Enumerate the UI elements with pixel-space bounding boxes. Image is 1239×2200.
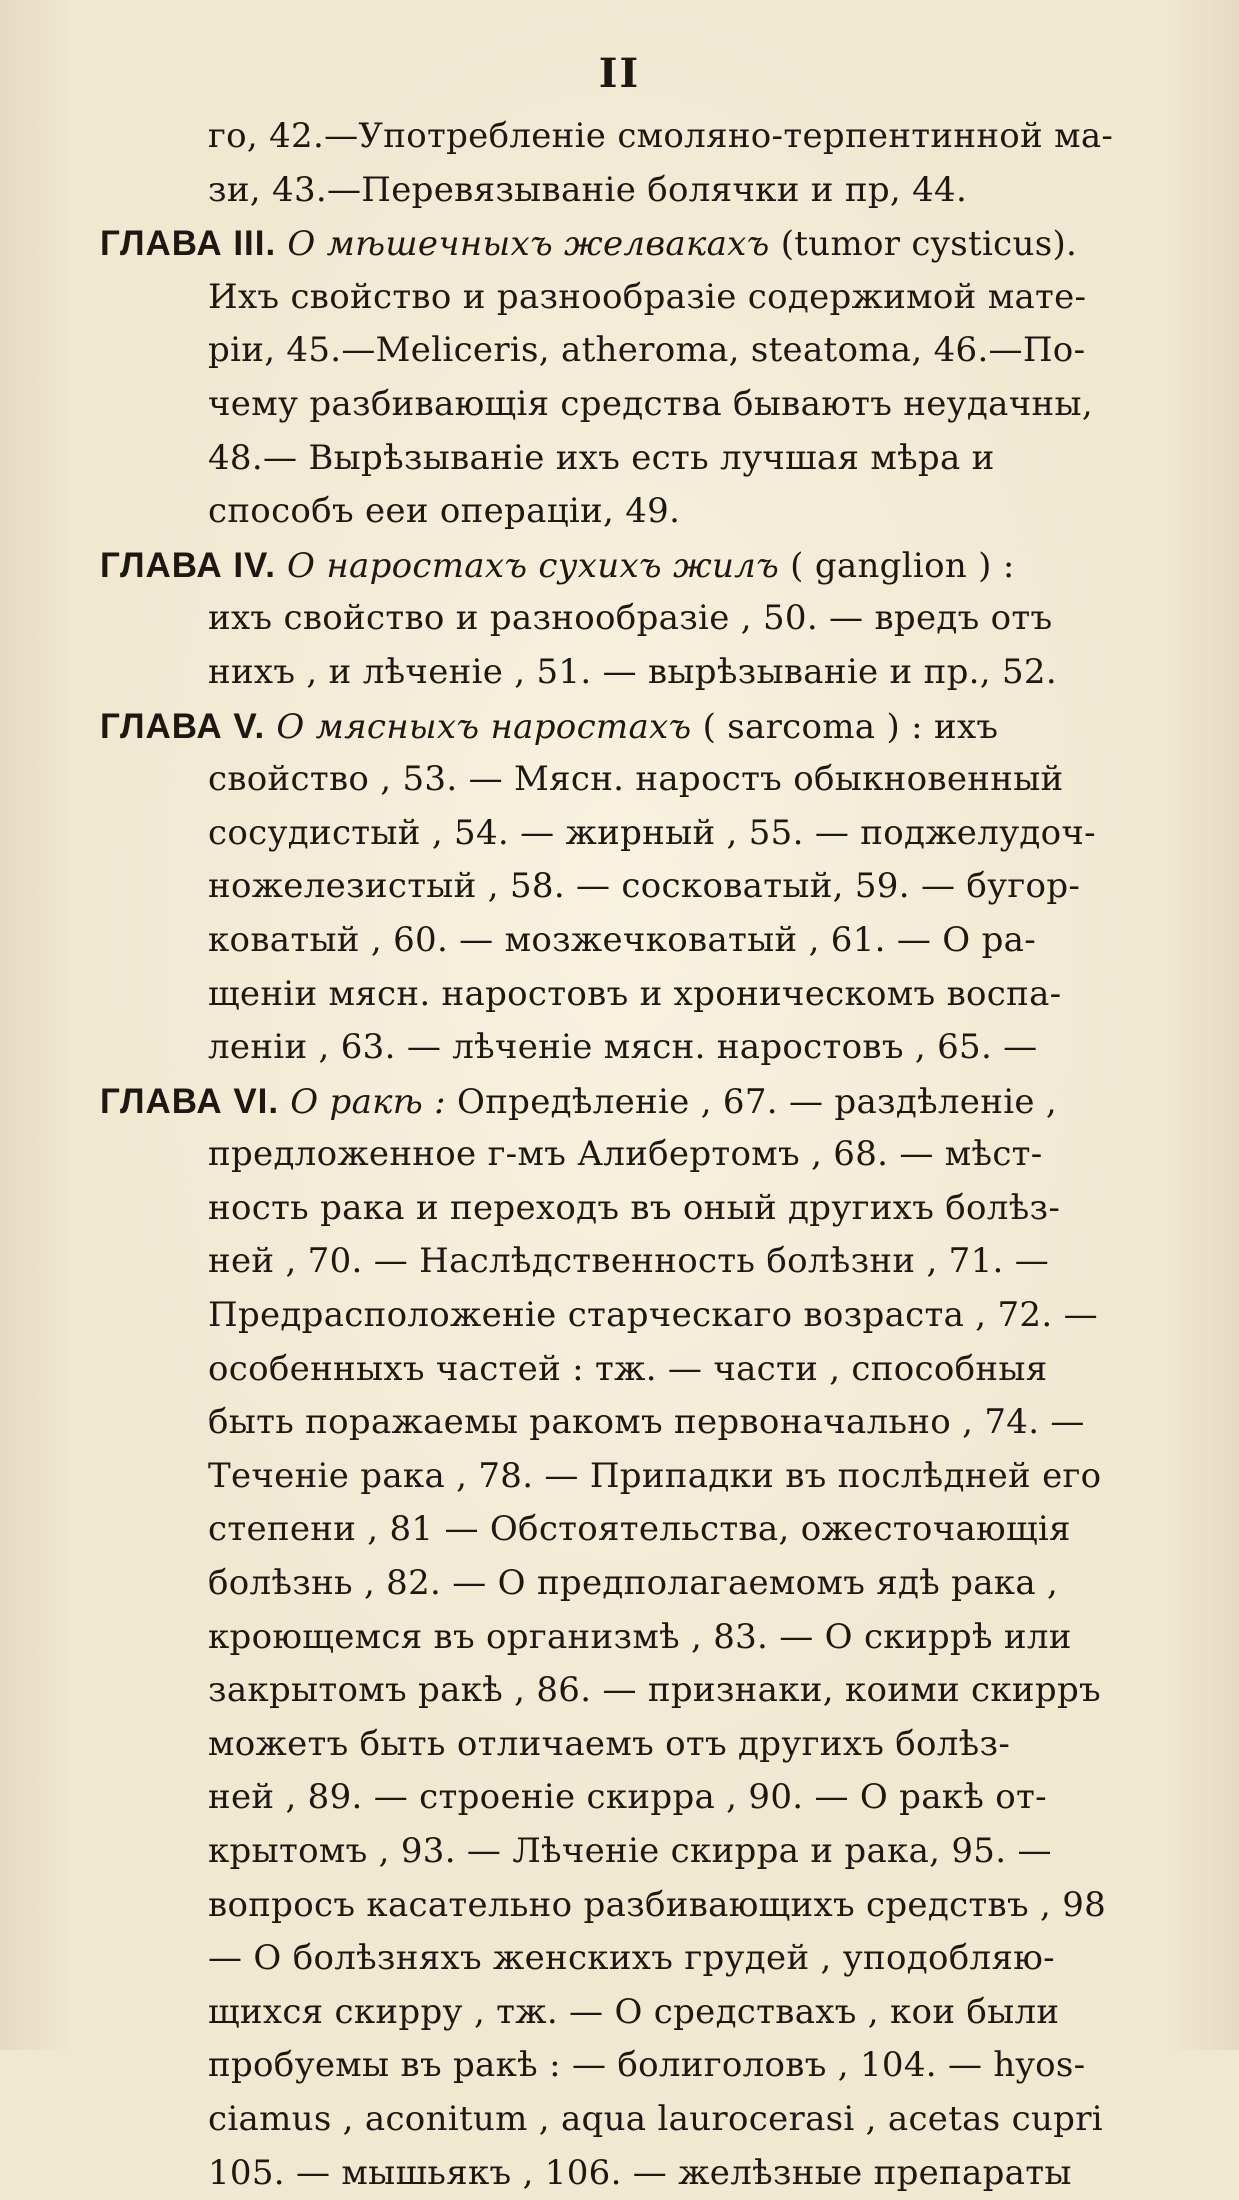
text-line <box>100 1664 1239 1718</box>
text-line <box>100 968 1239 1022</box>
text-line <box>100 1343 1239 1397</box>
chapter-heading-line <box>100 700 1239 754</box>
line-text: ней , 70. — Наслѣдственность болѣзни , 71. — <box>208 1241 1050 1282</box>
text-line <box>100 485 1239 539</box>
line-text: можетъ быть отличаемъ отъ другихъ болѣз- <box>208 1723 1011 1764</box>
text-line <box>100 164 1239 218</box>
chapter-label: ГЛАВА VI. <box>100 1081 280 1121</box>
chapter-label: ГЛАВА IV. <box>100 545 276 585</box>
text-line <box>100 1986 1239 2040</box>
line-text: ихъ свойство и разнообразіе , 50. — вредъ отъ <box>208 598 1053 639</box>
text-line <box>100 807 1239 861</box>
line-text: способъ ееи операціи, 49. <box>208 491 681 532</box>
chapter-title: О мясныхъ наростахъ <box>276 706 692 747</box>
text-line <box>100 646 1239 700</box>
text-line <box>100 2147 1239 2200</box>
chapter-heading-line <box>100 1075 1239 1129</box>
page-number: II <box>598 50 641 97</box>
text-line <box>100 271 1239 325</box>
line-text: Предрасположеніе старческаго возраста , 72. — <box>208 1295 1098 1336</box>
line-text: ріи, 45.—Melicerіs, atheroma, steatoma, 46.—По- <box>208 330 1086 371</box>
line-text: зи, 43.—Перевязываніе болячки и пр, 44. <box>208 169 968 210</box>
line-text: коватый , 60. — мозжечковатый , 61. — О ра- <box>208 919 1036 960</box>
text-line <box>100 1503 1239 1557</box>
text-line <box>100 432 1239 486</box>
chapter-title: О ракѣ : <box>290 1081 446 1122</box>
text-line <box>100 914 1239 968</box>
line-text: Ихъ свойство и разнообразіе содержимой мате- <box>208 276 1087 317</box>
text-line <box>100 1182 1239 1236</box>
line-text: вопросъ касательно разбивающихъ средствъ , 98 <box>208 1884 1107 1925</box>
line-text: чему разбивающія средства бываютъ неудачны, <box>208 383 1093 424</box>
line-text: свойство , 53. — Мясн. наростъ обыкновенный <box>208 759 1064 800</box>
line-text: ( ganglion ) : <box>790 545 1015 586</box>
line-text: ность рака и переходъ въ оный другихъ болѣз- <box>208 1187 1061 1228</box>
text-line <box>100 1932 1239 1986</box>
text-line <box>100 1879 1239 1933</box>
text-line <box>100 2093 1239 2147</box>
line-text: щеніи мясн. наростовъ и хроническомъ воспа- <box>208 973 1062 1014</box>
text-line <box>100 324 1239 378</box>
line-text: ней , 89. — строеніе скирра , 90. — О ракѣ от- <box>208 1777 1047 1818</box>
text-line <box>100 1825 1239 1879</box>
text-line <box>100 753 1239 807</box>
text-line <box>100 1450 1239 1504</box>
line-text: ( sarcoma ) : ихъ <box>702 706 999 747</box>
line-text: нихъ , и лѣченіе , 51. — вырѣзываніе и пр., 52. <box>208 651 1057 692</box>
text-line <box>100 1557 1239 1611</box>
line-text: степени , 81 — Обстоятельства, ожесточающія <box>208 1509 1071 1550</box>
line-text: предложенное г-мъ Алибертомъ , 68. — мѣст- <box>208 1134 1043 1175</box>
line-text: кроющемся въ организмѣ , 83. — О скиррѣ или <box>208 1616 1072 1657</box>
line-text: Опредѣленіе , 67. — раздѣленіе , <box>457 1081 1057 1122</box>
text-line <box>100 2039 1239 2093</box>
chapter-heading-line <box>100 217 1239 271</box>
text-line <box>100 1289 1239 1343</box>
text-line <box>100 860 1239 914</box>
line-text: быть поражаемы ракомъ первоначально , 74. — <box>208 1402 1085 1443</box>
text-line <box>100 1021 1239 1075</box>
chapter-label: ГЛАВА V. <box>100 706 266 746</box>
chapter-title: О мѣшечныхъ желвакахъ <box>287 224 770 265</box>
line-text: сосудистый , 54. — жирный , 55. — поджелудоч- <box>208 812 1096 853</box>
line-text: — О болѣзняхъ женскихъ грудей , уподобляю- <box>208 1938 1055 1979</box>
chapter-label: ГЛАВА III. <box>100 224 277 264</box>
text-line <box>100 110 1239 164</box>
line-text: болѣзнь , 82. — О предполагаемомъ ядѣ рака , <box>208 1563 1059 1604</box>
line-text: 105. — мышьякъ , 106. — желѣзные препараты <box>208 2152 1072 2193</box>
line-text: ciamus , aconitum , aqua laurocerasi , acetas cupri <box>208 2098 1103 2139</box>
line-text: закрытомъ ракѣ , 86. — признаки, коими скирръ <box>208 1670 1101 1711</box>
chapter-title: О наростахъ сухихъ жилъ <box>287 545 780 586</box>
text-line <box>100 1771 1239 1825</box>
text-line <box>100 1718 1239 1772</box>
line-text: крытомъ , 93. — Лѣченіе скирра и рака, 95. — <box>208 1831 1052 1871</box>
text-line <box>100 1611 1239 1665</box>
line-text: пробуемы въ ракѣ : — болиголовъ , 104. — hyos- <box>208 2045 1086 2086</box>
text-line <box>100 1128 1239 1182</box>
line-text: (tumor cysticus). <box>780 224 1078 265</box>
line-text: 48.— Вырѣзываніе ихъ есть лучшая мѣра и <box>208 437 995 478</box>
text-line <box>100 378 1239 432</box>
text-line <box>100 1396 1239 1450</box>
table-of-contents <box>100 110 1239 2200</box>
line-text: ножелезистый , 58. — сосковатый, 59. — бугор- <box>208 866 1081 907</box>
line-text: особенныхъ частей : тж. — части , способныя <box>208 1348 1048 1389</box>
line-text: леніи , 63. — лѣченіе мясн. наростовъ , 65. — <box>208 1027 1038 1068</box>
chapter-heading-line <box>100 539 1239 593</box>
line-text: го, 42.—Употребленіе смоляно-терпентинной ма- <box>208 116 1114 156</box>
text-line <box>100 1235 1239 1289</box>
text-line <box>100 592 1239 646</box>
line-text: Теченіе рака , 78. — Припадки въ послѣдней его <box>208 1455 1102 1496</box>
line-text: щихся скирру , тж. — О средствахъ , кои были <box>208 1991 1060 2032</box>
